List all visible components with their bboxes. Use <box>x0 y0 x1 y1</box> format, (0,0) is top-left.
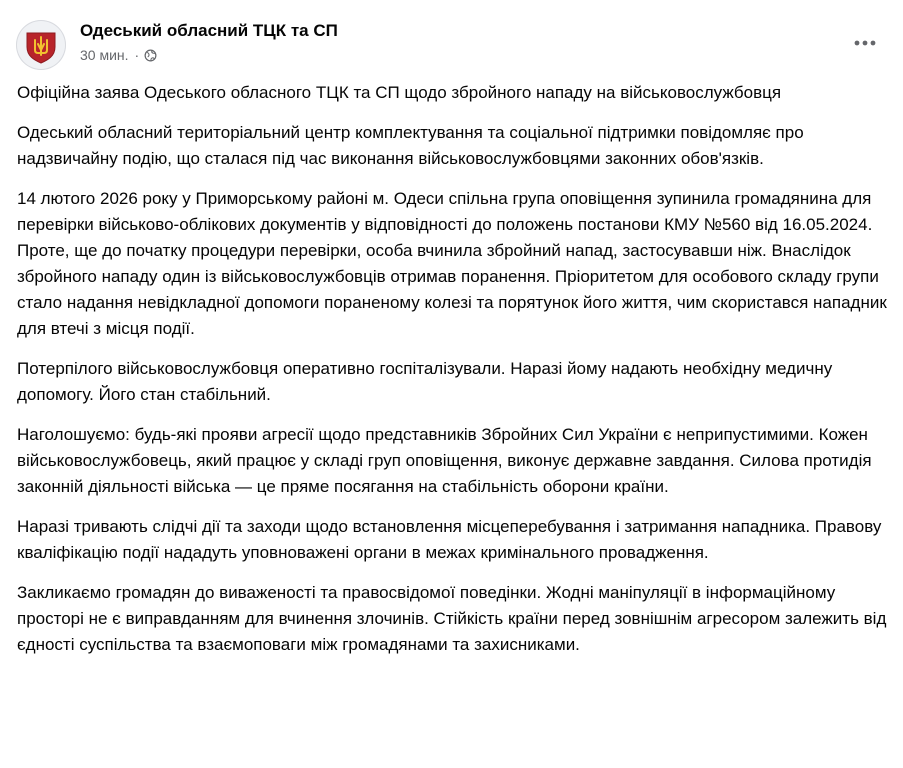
post-header <box>0 0 903 76</box>
meta-separator: · <box>134 47 140 63</box>
post-text <box>17 80 891 672</box>
post-paragraph: Закликаємо громадян до виваженості та правосвідомої поведінки. Жодні маніпуляції в інформаційному просторі не є виправданням для вчинення злочинів. Стійкість країни перед зовнішнім агресором залежить від єдності суспільства та взаємоповаги між громадянами та захисниками. <box>17 583 887 654</box>
post-meta <box>80 45 157 65</box>
globe-icon[interactable] <box>144 49 157 62</box>
more-options-button[interactable] <box>842 26 888 60</box>
trident-emblem-icon <box>16 20 66 70</box>
post-paragraph: 14 лютого 2026 року у Приморському районі м. Одеси спільна група оповіщення зупинила громадянина для перевірки військово-облікових документів у відповідності до положень постанови КМУ №560 від 16.05.2024. Проте, ще до початку процедури перевірки, особа вчинила збройний напад, застосувавши ніж. Внаслідок збройного нападу один із військовослужбовців отримав поранення. Пріоритетом для особового складу групи стало надання невідкладної допомоги пораненому колезі та порятунок його життя, чим скористався нападник для втечі з місця події. <box>17 189 887 338</box>
post-paragraph: Наголошуємо: будь-які прояви агресії щодо представників Збройних Сил України є неприпустимими. Кожен військовослужбовець, який працює у складі груп оповіщення, виконує державне завдання. Силова протидія законній діяльності війська — це пряме посягання на стабільність оборони країни. <box>17 425 872 496</box>
post-paragraph: Офіційна заява Одеського обласного ТЦК та СП щодо збройного нападу на військовослужбовця <box>17 83 782 102</box>
post-timestamp[interactable]: 30 мин. <box>80 47 129 63</box>
post-paragraph: Одеський обласний територіальний центр комплектування та соціальної підтримки повідомляє про надзвичайну подію, що сталася під час виконання військовослужбовцями законних обов'язків. <box>17 123 804 168</box>
page-name[interactable]: Одеський обласний ТЦК та СП <box>80 21 338 40</box>
more-horizontal-icon <box>853 39 877 47</box>
post-paragraph: Потерпілого військовослужбовця оперативно госпіталізували. Наразі йому надають необхідну медичну допомогу. Його стан стабільний. <box>17 359 833 404</box>
post-paragraph: Наразі тривають слідчі дії та заходи щодо встановлення місцеперебування і затримання нападника. Правову кваліфікацію події нададуть уповноважені органи в межах кримінального провадження. <box>17 517 882 562</box>
page-avatar[interactable] <box>16 20 66 70</box>
